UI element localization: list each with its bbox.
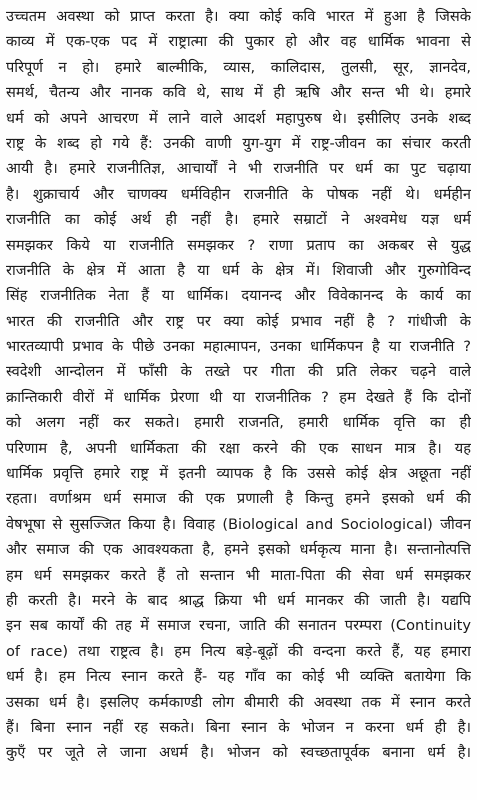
text-line: राजनीति का कोई अर्थ ही नहीं है। हमारे सम्राटों ने अश्वमेध यज्ञ धर्म [6, 211, 471, 229]
text-line: धर्म को अपने आचरण में लाने वाले आदर्श महापुरुष थे। इसीलिए उनके शब्द [6, 109, 471, 127]
text-line: समझकर किये या राजनीति समझकर ? राणा प्रताप का अकबर से युद्ध [6, 236, 471, 254]
text-line: स्वदेशी आन्दोलन में फाँसी के तख्ते पर गीता की प्रति लेकर चढ़ने वाले [6, 363, 471, 381]
text-line: भारत की राजनीति और राष्ट्र पर क्या कोई प्रभाव नहीं है ? गांधीजी के [6, 312, 471, 330]
text-line: हैं। बिना स्नान नहीं रह सकते। बिना स्नान के भोजन न करना धर्म ही है। [6, 718, 471, 736]
text-line: समर्थ, चैतन्य और नानक कवि थे, साथ में ही ऋषि और सन्त भी थे। हमारे [6, 84, 471, 102]
text-line: वेषभूषा से सुसज्जित किया है। विवाह (Biological and Sociological) जीवन [6, 515, 471, 533]
text-line: धर्म है। हम नित्य स्नान करते हैं- यह गाँव का कोई भी व्यक्ति बतायेगा कि [6, 668, 471, 686]
text-line: और समाज की एक आवश्यकता है, हमने इसको धर्मकृत्य माना है। सन्तानोत्पत्ति [6, 541, 471, 559]
text-line: राजनीति के क्षेत्र में आता है या धर्म के क्षेत्र में। शिवाजी और गुरुगोविन्द [6, 261, 471, 279]
text-line: भारतव्यापी प्रभाव के पीछे उनका महात्मापन, उनका धार्मिकपन है या राजनीति ? [6, 338, 471, 356]
text-line: उच्चतम अवस्था को प्राप्त करता है। क्या कोई कवि भारत में हुआ है जिसके [6, 8, 471, 25]
text-line: धार्मिक प्रवृत्ति हमारे राष्ट्र में इतनी व्यापक है कि उससे कोई क्षेत्र अछूता नहीं [6, 465, 471, 483]
text-line: उसका धर्म है। इसलिए कर्मकाण्डी लोग बीमारी की अवस्था तक में स्नान करते [6, 693, 471, 711]
text-line: of race) तथा राष्ट्रत्व है। हम नित्य बड़े-बूढ़ों की वन्दना करते हैं, यह हमारा [6, 642, 471, 660]
text-line: परिणाम है, अपनी धार्मिकता की रक्षा करने की एक साधन मात्र है। यह [6, 439, 471, 457]
text-line: क्रान्तिकारी वीरों में धार्मिक प्रेरणा थी या राजनीतिक ? हम देखते हैं कि दोनों [6, 388, 471, 406]
text-line: को अलग नहीं कर सकते। हमारी राजनति, हमारी धार्मिक वृत्ति का ही [6, 414, 471, 432]
text-line: कुएँ पर जूते ले जाना अधर्म है। भोजन को स्वच्छतापूर्वक बनाना धर्म है। [6, 744, 471, 762]
text-line: परिपूर्ण न हो। हमारे बाल्मीकि, व्यास, कालिदास, तुलसी, सूर, ज्ञानदेव, [6, 58, 471, 76]
text-line: रहता। वर्णाश्रम धर्म समाज की एक प्रणाली है किन्तु हमने इसको धर्म की [6, 490, 471, 508]
text-line: ही करती है। मरने के बाद श्राद्ध क्रिया भी धर्म मानकर की जाती है। यद्यपि [6, 591, 471, 609]
text-line: इन सब कार्यों की तह में समाज रचना, जाति की सनातन परम्परा (Continuity [6, 617, 471, 635]
text-line: राष्ट्र के शब्द हो गये हैं: उनकी वाणी युग-युग में राष्ट्र-जीवन का संचार करती [6, 134, 471, 152]
text-line: काव्य में एक-एक पद में राष्ट्रात्मा की पुकार हो और वह धार्मिक भावना से [6, 33, 471, 51]
text-line: हम धर्म समझकर करते हैं तो सन्तान भी माता-पिता की सेवा धर्म समझकर [6, 566, 471, 584]
body-text [6, 4, 471, 766]
text-line: है। शुक्राचार्य और चाणक्य धर्मविहीन राजनीति के पोषक नहीं थे। धर्महीन [6, 185, 471, 203]
text-line: सिंह राजनीतिक नेता हैं या धार्मिक। दयानन्द और विवेकानन्द के कार्य का [6, 287, 471, 305]
text-line: आयी है। हमारे राजनीतिज्ञ, आचार्यों ने भी राजनीति पर धर्म का पुट चढ़ाया [6, 160, 471, 178]
